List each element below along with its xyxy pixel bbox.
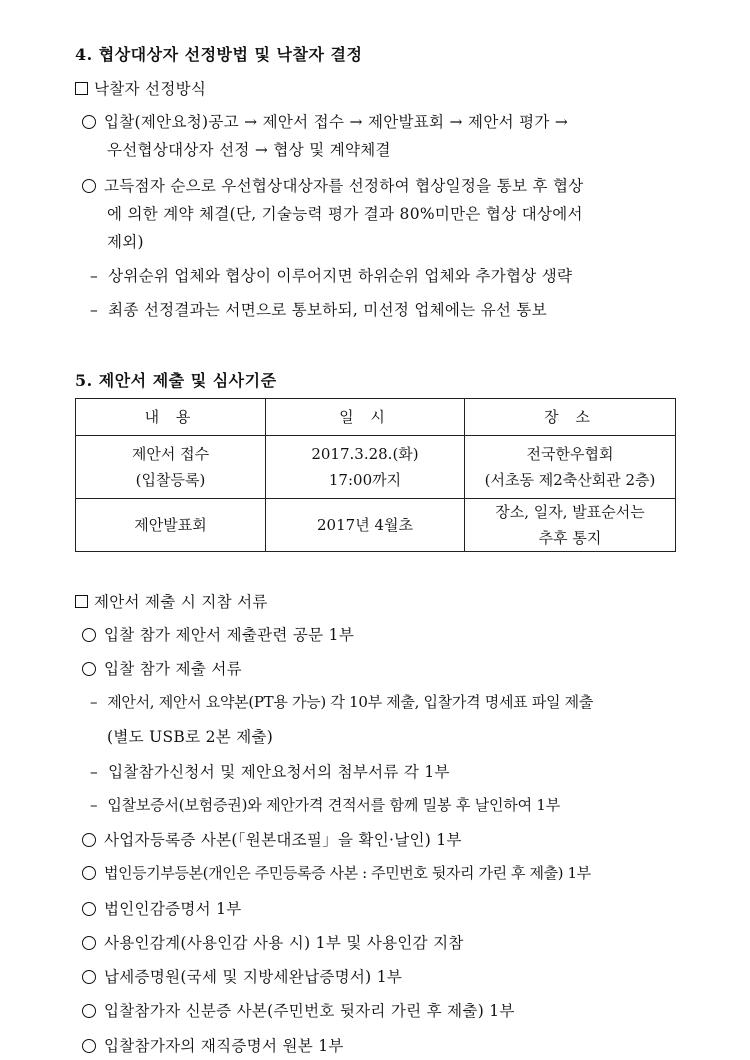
- circle-bullet-icon: [82, 179, 96, 193]
- section-4-title: 4. 협상대상자 선정방법 및 낙찰자 결정: [75, 45, 363, 64]
- table-row: [76, 499, 676, 552]
- selection-method-heading: 낙찰자 선정방식: [75, 77, 206, 99]
- dash-item: – 입찰참가신청서 및 제안요청서의 첨부서류 각 1부: [90, 763, 450, 781]
- list-item: 입찰참가자의 재직증명서 원본 1부: [82, 1034, 344, 1056]
- documents-heading: 제안서 제출 시 지참 서류: [75, 590, 268, 612]
- dash-bullet: –: [90, 763, 99, 781]
- dash-bullet: –: [90, 301, 99, 319]
- circle-bullet-icon: [82, 970, 96, 984]
- list-item: 고득점자 순으로 우선협상대상자를 선정하여 협상일정을 통보 후 협상: [82, 174, 584, 196]
- cell-datetime: 2017.3.28.(화) 17:00까지: [266, 436, 465, 499]
- dash-bullet: –: [90, 796, 98, 814]
- circle-bullet-icon: [82, 936, 96, 950]
- section-5-title: 5. 제안서 제출 및 심사기준: [75, 371, 277, 390]
- list-item: 입찰 참가 제출 서류: [82, 657, 242, 679]
- circle-bullet-icon: [82, 115, 96, 129]
- circle-bullet-icon: [82, 628, 96, 642]
- table-header-row: [76, 399, 676, 436]
- dash-item: – 최종 선정결과는 서면으로 통보하되, 미선정 업체에는 유선 통보: [90, 301, 547, 319]
- square-bullet-icon: [75, 595, 88, 608]
- circle-bullet-icon: [82, 902, 96, 916]
- list-item: 입찰(제안요청)공고 → 제안서 접수 → 제안발표회 → 제안서 평가 →: [82, 110, 568, 132]
- dash-item-continuation: (별도 USB로 2본 제출): [107, 728, 274, 746]
- list-item: 법인인감증명서 1부: [82, 897, 242, 919]
- cell-content: 제안서 접수 (입찰등록): [76, 436, 266, 499]
- list-item-continuation: 우선협상대상자 선정 → 협상 및 계약체결: [107, 141, 391, 159]
- list-item: 법인등기부등본(개인은 주민등록증 사본 : 주민번호 뒷자리 가린 후 제출) 1부: [82, 862, 591, 883]
- dash-item: – 입찰보증서(보험증권)와 제안가격 견적서를 함께 밀봉 후 날인하여 1부: [90, 796, 561, 814]
- cell-content: 제안발표회: [76, 499, 266, 552]
- header-content: 내 용: [76, 399, 266, 436]
- circle-bullet-icon: [82, 662, 96, 676]
- circle-bullet-icon: [82, 1004, 96, 1018]
- schedule-table: [75, 398, 676, 552]
- table-row: [76, 436, 676, 499]
- circle-bullet-icon: [82, 866, 96, 880]
- dash-item: – 제안서, 제안서 요약본(PT용 가능) 각 10부 제출, 입찰가격 명세표 파일 제출: [90, 693, 594, 711]
- dash-bullet: –: [90, 693, 98, 711]
- list-item: 입찰 참가 제안서 제출관련 공문 1부: [82, 623, 354, 645]
- header-datetime: 일 시: [266, 399, 465, 436]
- list-item: 사업자등록증 사본(「원본대조필」을 확인·날인) 1부: [82, 828, 462, 850]
- list-item: 사용인감계(사용인감 사용 시) 1부 및 사용인감 지참: [82, 931, 464, 953]
- dash-bullet: –: [90, 267, 99, 285]
- cell-place: 전국한우협회 (서초동 제2축산회관 2층): [465, 436, 676, 499]
- cell-place: 장소, 일자, 발표순서는 추후 통지: [465, 499, 676, 552]
- list-item-continuation: 에 의한 계약 체결(단, 기술능력 평가 결과 80%미만은 협상 대상에서: [107, 205, 583, 223]
- list-item-continuation: 제외): [107, 233, 144, 251]
- cell-datetime: 2017년 4월초: [266, 499, 465, 552]
- list-item: 납세증명원(국세 및 지방세완납증명서) 1부: [82, 965, 402, 987]
- dash-item: – 상위순위 업체와 협상이 이루어지면 하위순위 업체와 추가협상 생략: [90, 267, 573, 285]
- circle-bullet-icon: [82, 833, 96, 847]
- square-bullet-icon: [75, 82, 88, 95]
- circle-bullet-icon: [82, 1039, 96, 1053]
- list-item: 입찰참가자 신분증 사본(주민번호 뒷자리 가린 후 제출) 1부: [82, 999, 515, 1021]
- header-place: 장 소: [465, 399, 676, 436]
